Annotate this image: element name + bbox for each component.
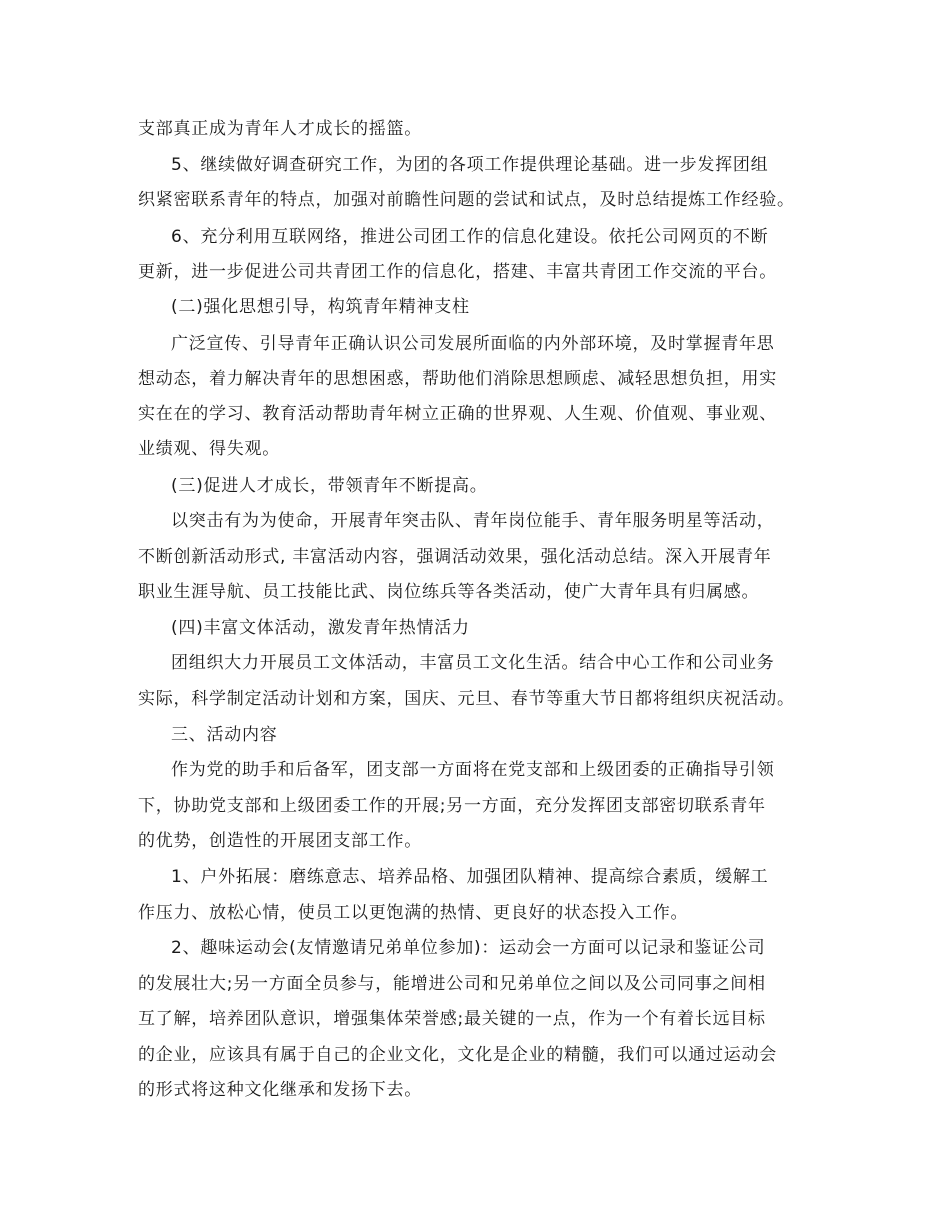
text-line: 支部真正成为青年人才成长的摇篮。 bbox=[138, 119, 422, 139]
section-heading: 三、活动内容 bbox=[171, 725, 278, 745]
section-heading: (三)促进人才成长，带领青年不断提高。 bbox=[171, 476, 488, 496]
text-line: 的企业，应该具有属于自己的企业文化，文化是企业的精髓，我们可以通过运动会 bbox=[138, 1045, 777, 1065]
text-line: 以突击有为为使命，开展青年突击队、青年岗位能手、青年服务明星等活动， bbox=[171, 511, 775, 531]
text-line: 作为党的助手和后备军，团支部一方面将在党支部和上级团委的正确指导引领 bbox=[171, 760, 775, 780]
text-line: 作压力、放松心情，使员工以更饱满的热情、更良好的状态投入工作。 bbox=[138, 903, 689, 923]
text-line: 团组织大力开展员工文体活动，丰富员工文化生活。结合中心工作和公司业务 bbox=[171, 653, 775, 673]
text-line: 2、趣味运动会(友情邀请兄弟单位参加)：运动会一方面可以记录和鉴证公司 bbox=[171, 938, 766, 958]
text-line: 实在在的学习、教育活动帮助青年树立正确的世界观、人生观、价值观、事业观、 bbox=[138, 404, 777, 424]
section-heading: (四)丰富文体活动，激发青年热情活力 bbox=[171, 618, 470, 638]
text-line: 广泛宣传、引导青年正确认识公司发展所面临的内外部环境，及时掌握青年思 bbox=[171, 334, 775, 354]
text-line: 6、充分利用互联网络，推进公司团工作的信息化建设。依托公司网页的不断 bbox=[171, 227, 769, 247]
text-line: 1、户外拓展：磨练意志、培养品格、加强团队精神、提高综合素质，缓解工 bbox=[171, 867, 769, 887]
text-line: 业绩观、得失观。 bbox=[138, 439, 280, 459]
section-heading: (二)强化思想引导，构筑青年精神支柱 bbox=[171, 297, 470, 317]
text-line: 的优势，创造性的开展团支部工作。 bbox=[138, 831, 422, 851]
text-line: 更新，进一步促进公司共青团工作的信息化，搭建、丰富共青团工作交流的平台。 bbox=[138, 262, 777, 282]
text-line: 的发展壮大;另一方面全员参与，能增进公司和兄弟单位之间以及公司同事之间相 bbox=[138, 974, 766, 994]
text-line: 5、继续做好调查研究工作，为团的各项工作提供理论基础。进一步发挥团组 bbox=[171, 155, 769, 175]
text-line: 职业生涯导航、员工技能比武、岗位练兵等各类活动，使广大青年具有归属感。 bbox=[138, 582, 760, 602]
text-line: 不断创新活动形式, 丰富活动内容，强调活动效果，强化活动总结。深入开展青年 bbox=[138, 547, 772, 567]
text-line: 互了解，培养团队意识，增强集体荣誉感;最关键的一点，作为一个有着长远目标 bbox=[138, 1009, 766, 1029]
text-line: 的形式将这种文化继承和发扬下去。 bbox=[138, 1080, 422, 1100]
text-line: 实际，科学制定活动计划和方案，国庆、元旦、春节等重大节日都将组织庆祝活动。 bbox=[138, 689, 795, 709]
text-line: 织紧密联系青年的特点，加强对前瞻性问题的尝试和试点，及时总结提炼工作经验。 bbox=[138, 190, 795, 210]
text-line: 下，协助党支部和上级团委工作的开展;另一方面，充分发挥团支部密切联系青年 bbox=[138, 796, 766, 816]
text-line: 想动态，着力解决青年的思想困惑，帮助他们消除思想顾虑、减轻思想负担，用实 bbox=[138, 369, 777, 389]
